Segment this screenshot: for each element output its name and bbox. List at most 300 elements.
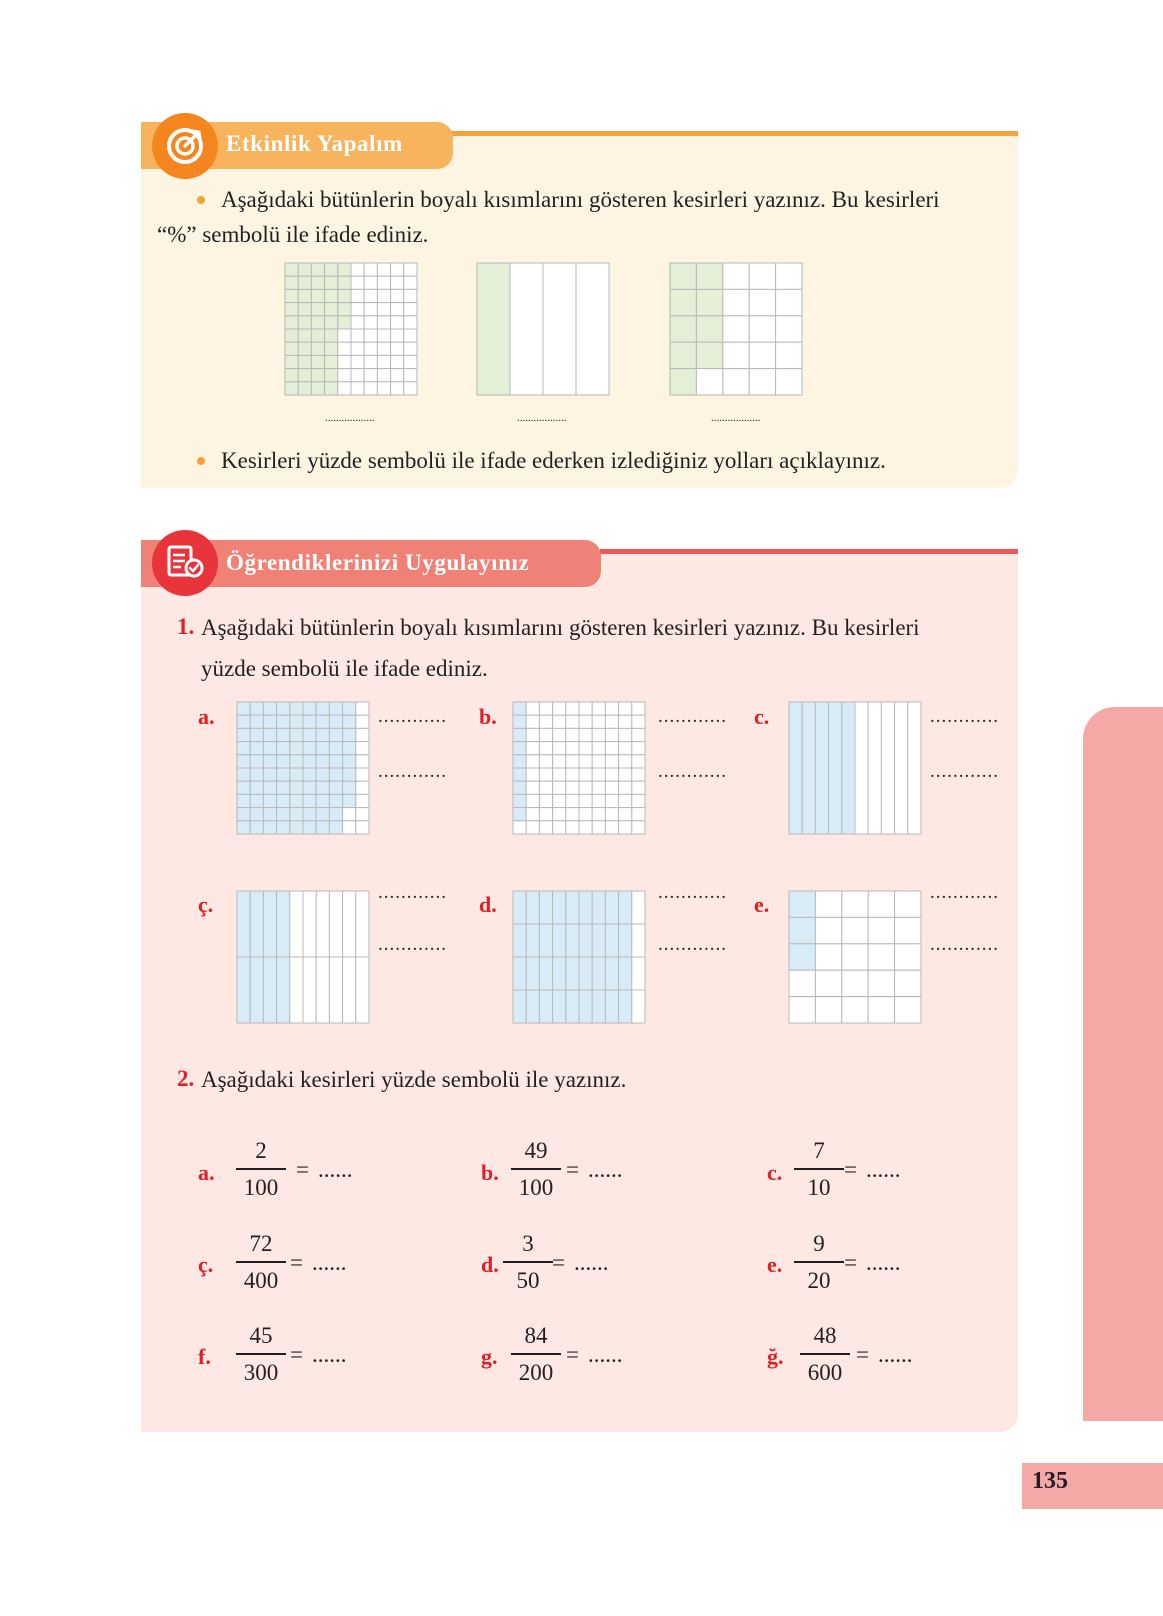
grid-cell [868, 702, 881, 834]
shaded-cell [842, 702, 855, 834]
grid-cell [351, 263, 364, 276]
grid-cell [356, 794, 369, 807]
grid-cell [605, 794, 618, 807]
shaded-cell [250, 821, 263, 834]
grid-cell [351, 276, 364, 289]
shaded-cell [290, 715, 303, 728]
grid-cell [553, 768, 566, 781]
shaded-cell [277, 768, 290, 781]
answer-blank[interactable]: ............ [930, 706, 999, 727]
equals-sign: = [844, 1250, 857, 1275]
shaded-cell [298, 369, 311, 382]
item-label: b. [479, 704, 497, 729]
grid-cell [579, 702, 592, 715]
shaded-cell [513, 742, 526, 755]
grid-cell [723, 263, 749, 289]
answer-blank[interactable]: ...... [312, 1342, 347, 1367]
shaded-cell [579, 990, 592, 1023]
shaded-cell [329, 781, 342, 794]
shaded-cell [250, 768, 263, 781]
shaded-cell [290, 794, 303, 807]
shaded-cell [513, 768, 526, 781]
item-label: e. [767, 1252, 783, 1277]
item-label: a. [198, 1160, 215, 1185]
shaded-cell [539, 891, 552, 924]
item-label: ç. [198, 892, 214, 917]
numerator: 9 [813, 1231, 825, 1256]
shaded-cell [789, 917, 815, 943]
grid-cell [356, 808, 369, 821]
grid-cell [815, 944, 841, 970]
shaded-cell [316, 715, 329, 728]
answer-blank[interactable]: ...... [574, 1250, 609, 1275]
answer-blank[interactable]: .................. [711, 412, 761, 424]
grid-cell [576, 263, 609, 395]
grid-cell [592, 794, 605, 807]
equals-sign: = [566, 1342, 579, 1367]
shaded-cell [303, 755, 316, 768]
grid-cell [776, 316, 802, 342]
grid-cell [579, 728, 592, 741]
practice-grid-e [788, 890, 922, 1024]
shaded-cell [343, 742, 356, 755]
shaded-cell [338, 276, 351, 289]
grid-cell [539, 821, 552, 834]
answer-blank[interactable]: .................. [325, 412, 375, 424]
answer-blank[interactable]: ............ [658, 761, 727, 782]
fraction-bar [511, 1353, 561, 1355]
grid-cell [723, 342, 749, 368]
equals-sign: = [856, 1342, 869, 1367]
grid-cell [526, 728, 539, 741]
shaded-cell [311, 355, 324, 368]
fraction [505, 1322, 567, 1387]
grid-cell [842, 970, 868, 996]
shaded-cell [303, 821, 316, 834]
shaded-cell [285, 276, 298, 289]
shaded-cell [329, 794, 342, 807]
shaded-cell [579, 924, 592, 957]
answer-blank[interactable]: ............ [658, 882, 727, 903]
fraction-bar [236, 1261, 286, 1263]
shaded-cell [311, 369, 324, 382]
shaded-cell [263, 715, 276, 728]
activity-question: Kesirleri yüzde sembolü ile ifade ederken izlediğiniz yolları açıklayınız. [221, 448, 886, 473]
shaded-cell [605, 924, 618, 957]
grid-cell [377, 382, 390, 395]
grid-cell [553, 794, 566, 807]
grid-cell [566, 808, 579, 821]
denominator: 100 [518, 1174, 554, 1200]
grid-cell [868, 944, 894, 970]
shaded-cell [316, 781, 329, 794]
shaded-cell [298, 316, 311, 329]
answer-blank[interactable]: ............ [378, 706, 447, 727]
grid-cell [526, 715, 539, 728]
grid-cell [749, 289, 775, 315]
shaded-cell [329, 808, 342, 821]
grid-cell [510, 263, 543, 395]
grid-cell [343, 808, 356, 821]
grid-cell [723, 369, 749, 395]
shaded-cell [789, 702, 802, 834]
shaded-cell [338, 263, 351, 276]
grid-cell [377, 289, 390, 302]
grid-cell [526, 768, 539, 781]
grid-cell [895, 944, 921, 970]
grid-cell [539, 728, 552, 741]
question-number: 2. [177, 1066, 195, 1091]
grid-cell [553, 715, 566, 728]
shaded-cell [303, 742, 316, 755]
shaded-cell [263, 728, 276, 741]
equals-sign: = [290, 1250, 303, 1275]
shaded-cell [619, 990, 632, 1023]
answer-blank[interactable]: .................. [517, 412, 567, 424]
shaded-cell [513, 794, 526, 807]
grid-cell [404, 355, 417, 368]
grid-cell [526, 742, 539, 755]
shaded-cell [298, 342, 311, 355]
grid-cell [391, 355, 404, 368]
shaded-cell [513, 702, 526, 715]
grid-cell [539, 768, 552, 781]
fraction [497, 1230, 559, 1295]
practice-grid-c-cedilla [236, 890, 370, 1024]
answer-blank[interactable]: ...... [866, 1250, 901, 1275]
shaded-cell [526, 990, 539, 1023]
grid-cell [842, 917, 868, 943]
grid-cell [842, 944, 868, 970]
shaded-cell [250, 715, 263, 728]
shaded-cell [343, 728, 356, 741]
grid-cell [364, 263, 377, 276]
shaded-cell [298, 355, 311, 368]
grid-cell [290, 891, 303, 957]
shaded-cell [513, 957, 526, 990]
answer-blank[interactable]: ............ [378, 934, 447, 955]
shaded-cell [553, 891, 566, 924]
activity-instruction-line2: “%” sembolü ile ifade ediniz. [157, 222, 429, 247]
equals-sign: = [566, 1157, 579, 1182]
numerator: 45 [249, 1323, 273, 1348]
grid-cell [566, 821, 579, 834]
answer-blank[interactable]: ............ [658, 706, 727, 727]
shaded-cell [325, 276, 338, 289]
fraction [788, 1230, 850, 1295]
grid-cell [749, 369, 775, 395]
shaded-cell [237, 808, 250, 821]
shaded-cell [285, 316, 298, 329]
grid-cell [619, 742, 632, 755]
shaded-cell [290, 702, 303, 715]
fraction [230, 1230, 292, 1295]
shaded-cell [325, 303, 338, 316]
question-1-text-line2: yüzde sembolü ile ifade ediniz. [201, 656, 488, 681]
grid-cell [356, 768, 369, 781]
grid-cell [895, 997, 921, 1023]
bullet-icon [197, 457, 205, 465]
shaded-cell [338, 316, 351, 329]
question-2-text: Aşağıdaki kesirleri yüzde sembolü ile yazınız. [201, 1067, 627, 1092]
shaded-cell [237, 821, 250, 834]
shaded-cell [343, 715, 356, 728]
shaded-cell [329, 768, 342, 781]
practice-grid-a [236, 701, 370, 835]
fraction-bar [794, 1168, 844, 1170]
shaded-cell [329, 715, 342, 728]
shaded-cell [311, 303, 324, 316]
shaded-cell [285, 355, 298, 368]
shaded-cell [285, 289, 298, 302]
shaded-cell [789, 944, 815, 970]
grid-cell [632, 702, 645, 715]
grid-cell [632, 957, 645, 990]
grid-cell [619, 768, 632, 781]
grid-cell [391, 369, 404, 382]
answer-blank[interactable]: ...... [866, 1157, 901, 1182]
grid-cell [351, 316, 364, 329]
item-label: d. [481, 1252, 499, 1277]
denominator: 200 [518, 1359, 554, 1385]
answer-blank[interactable]: ............ [930, 882, 999, 903]
grid-cell [566, 715, 579, 728]
shaded-cell [619, 924, 632, 957]
shaded-cell [329, 742, 342, 755]
grid-cell [592, 755, 605, 768]
shaded-cell [277, 702, 290, 715]
denominator: 600 [807, 1359, 843, 1385]
grid-cell [338, 369, 351, 382]
item-label: c. [754, 704, 770, 729]
shaded-cell [329, 821, 342, 834]
grid-cell [351, 329, 364, 342]
grid-cell [605, 728, 618, 741]
shaded-cell [277, 794, 290, 807]
answer-blank[interactable]: ...... [312, 1250, 347, 1275]
grid-cell [377, 316, 390, 329]
grid-cell [539, 808, 552, 821]
grid-cell [632, 755, 645, 768]
practice-grid-b [512, 701, 646, 835]
grid-cell [391, 303, 404, 316]
grid-cell [566, 781, 579, 794]
answer-blank[interactable]: ...... [318, 1157, 353, 1182]
shaded-cell [237, 794, 250, 807]
grid-cell [579, 821, 592, 834]
shaded-cell [539, 924, 552, 957]
grid-cell [592, 715, 605, 728]
shaded-cell [316, 755, 329, 768]
shaded-cell [290, 821, 303, 834]
denominator: 10 [807, 1174, 831, 1200]
shaded-cell [277, 957, 290, 1023]
item-label: ğ. [767, 1344, 784, 1369]
shaded-cell [250, 891, 263, 957]
shaded-cell [619, 957, 632, 990]
grid-cell [377, 303, 390, 316]
shaded-cell [566, 924, 579, 957]
grid-cell [526, 702, 539, 715]
shaded-cell [250, 755, 263, 768]
shaded-cell [237, 781, 250, 794]
answer-blank[interactable]: ............ [930, 761, 999, 782]
shaded-cell [316, 728, 329, 741]
grid-cell [592, 768, 605, 781]
shaded-cell [513, 728, 526, 741]
grid-cell [391, 329, 404, 342]
grid-cell [356, 821, 369, 834]
shaded-cell [829, 702, 842, 834]
shaded-cell [526, 957, 539, 990]
activity-grid-twentyfifths [669, 262, 803, 396]
grid-cell [404, 329, 417, 342]
answer-blank[interactable]: ............ [658, 934, 727, 955]
shaded-cell [250, 957, 263, 1023]
shaded-cell [290, 808, 303, 821]
grid-cell [632, 794, 645, 807]
grid-cell [605, 715, 618, 728]
shaded-cell [285, 329, 298, 342]
activity-header-rule [440, 131, 1018, 136]
grid-cell [619, 794, 632, 807]
grid-cell [815, 917, 841, 943]
denominator: 400 [243, 1267, 279, 1293]
shaded-cell [553, 957, 566, 990]
grid-cell [566, 755, 579, 768]
grid-cell [789, 997, 815, 1023]
grid-cell [356, 781, 369, 794]
grid-cell [338, 355, 351, 368]
shaded-cell [263, 702, 276, 715]
grid-cell [855, 702, 868, 834]
shaded-cell [513, 891, 526, 924]
shaded-cell [513, 990, 526, 1023]
grid-cell [356, 755, 369, 768]
shaded-cell [250, 742, 263, 755]
grid-cell [364, 289, 377, 302]
grid-cell [343, 891, 356, 957]
shaded-cell [277, 821, 290, 834]
grid-cell [619, 715, 632, 728]
answer-blank[interactable]: ............ [378, 761, 447, 782]
shaded-cell [513, 715, 526, 728]
shaded-cell [237, 742, 250, 755]
answer-blank[interactable]: ............ [930, 934, 999, 955]
shaded-cell [290, 768, 303, 781]
grid-cell [364, 316, 377, 329]
answer-blank[interactable]: ...... [878, 1342, 913, 1367]
grid-cell [543, 263, 576, 395]
grid-cell [579, 808, 592, 821]
shaded-cell [250, 794, 263, 807]
shaded-cell [298, 289, 311, 302]
numerator: 72 [249, 1231, 273, 1256]
grid-cell [696, 369, 722, 395]
shaded-cell [670, 263, 696, 289]
grid-cell [539, 794, 552, 807]
shaded-cell [605, 891, 618, 924]
item-label: e. [754, 892, 770, 917]
grid-cell [539, 781, 552, 794]
shaded-cell [316, 821, 329, 834]
grid-cell [351, 382, 364, 395]
answer-blank[interactable]: ...... [588, 1342, 623, 1367]
grid-cell [377, 355, 390, 368]
shaded-cell [316, 768, 329, 781]
shaded-cell [263, 742, 276, 755]
shaded-cell [670, 369, 696, 395]
grid-cell [526, 781, 539, 794]
grid-cell [539, 715, 552, 728]
answer-blank[interactable]: ............ [378, 882, 447, 903]
grid-cell [553, 742, 566, 755]
grid-cell [343, 957, 356, 1023]
shaded-cell [325, 329, 338, 342]
grid-cell [895, 891, 921, 917]
grid-cell [329, 957, 342, 1023]
grid-cell [566, 728, 579, 741]
shaded-cell [526, 891, 539, 924]
fraction-bar [503, 1261, 553, 1263]
grid-cell [553, 702, 566, 715]
grid-cell [526, 794, 539, 807]
shaded-cell [325, 342, 338, 355]
grid-cell [539, 702, 552, 715]
shaded-cell [250, 781, 263, 794]
grid-cell [351, 342, 364, 355]
grid-cell [592, 728, 605, 741]
grid-cell [868, 997, 894, 1023]
grid-cell [364, 382, 377, 395]
grid-cell [749, 316, 775, 342]
answer-blank[interactable]: ...... [588, 1157, 623, 1182]
shaded-cell [329, 755, 342, 768]
numerator: 2 [255, 1138, 267, 1163]
grid-cell [290, 957, 303, 1023]
shaded-cell [285, 369, 298, 382]
grid-cell [526, 755, 539, 768]
grid-cell [632, 768, 645, 781]
grid-cell [605, 755, 618, 768]
grid-cell [868, 891, 894, 917]
grid-cell [619, 781, 632, 794]
grid-cell [632, 891, 645, 924]
shaded-cell [290, 755, 303, 768]
shaded-cell [592, 957, 605, 990]
shaded-cell [338, 289, 351, 302]
item-label: d. [479, 892, 497, 917]
grid-cell [377, 276, 390, 289]
grid-cell [513, 821, 526, 834]
grid-cell [723, 289, 749, 315]
grid-cell [566, 702, 579, 715]
shaded-cell [298, 303, 311, 316]
shaded-cell [325, 289, 338, 302]
shaded-cell [526, 924, 539, 957]
practice-title: Öğrendiklerinizi Uygulayınız [226, 550, 530, 575]
grid-cell [723, 316, 749, 342]
shaded-cell [250, 728, 263, 741]
shaded-cell [513, 755, 526, 768]
side-tab-decoration [1083, 707, 1163, 1421]
shaded-cell [311, 316, 324, 329]
shaded-cell [263, 808, 276, 821]
shaded-cell [592, 924, 605, 957]
grid-cell [364, 303, 377, 316]
grid-cell [404, 263, 417, 276]
shaded-cell [303, 768, 316, 781]
